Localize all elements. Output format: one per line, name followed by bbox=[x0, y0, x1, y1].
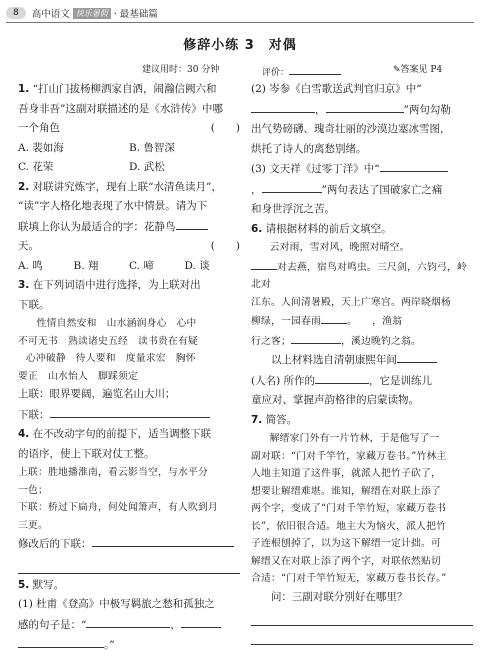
page-number: 8 bbox=[6, 7, 26, 19]
passage-line: 副对联：“门对千竿竹，家藏万卷书。”竹林主 bbox=[251, 450, 447, 462]
q3-stem-line2: 下联。 bbox=[18, 298, 50, 311]
q6-blank[interactable] bbox=[291, 331, 341, 344]
score-blank[interactable] bbox=[289, 62, 341, 75]
series-name: 高中语文 bbox=[31, 9, 70, 20]
passage-line: 长”，依旧很合适。地主大为恼火，派人把竹 bbox=[251, 520, 447, 532]
option-b[interactable]: B. 鲁智深 bbox=[129, 141, 175, 154]
q7-passage bbox=[251, 430, 473, 588]
answer-paren[interactable]: ( ) bbox=[210, 240, 240, 252]
material-line: 行之客； ，溪边晚钓之翁。 bbox=[251, 331, 473, 351]
option-a[interactable]: A. 裴如海 bbox=[18, 141, 64, 154]
q5-stem: 5. 默写。 bbox=[18, 578, 65, 591]
option-d[interactable]: D. 武松 bbox=[129, 161, 165, 173]
q6-blank[interactable] bbox=[321, 311, 347, 324]
answer-paren[interactable]: ( ) bbox=[210, 122, 240, 134]
q1-stem-line3: 一个角色 ( ) bbox=[18, 119, 240, 139]
q5-1-blanks: 感的句子是：“ ， bbox=[18, 615, 240, 636]
q6-stem: 6. 请根据材料的前后文填空。 bbox=[251, 222, 392, 235]
passage-line: 人地主知道了这件事，就派人把竹子砍了， bbox=[251, 468, 441, 479]
q4-answer: 修改后的下联： bbox=[18, 534, 240, 555]
couplet-line: 一色； bbox=[18, 484, 48, 496]
q6-fill-line2: (人名) 所作的 ，它是训练儿 bbox=[251, 371, 473, 392]
passage-line: 解缙家门外有一片竹林，于是他写了一 bbox=[269, 433, 440, 444]
q1-options-row2 bbox=[18, 158, 240, 178]
score-label: 评价： bbox=[262, 62, 341, 78]
option-c[interactable]: C. 花荣 bbox=[18, 161, 54, 173]
q5-2-line3: 出气势磅礴、瑰奇壮丽的沙漠边塞冰雪图， bbox=[251, 123, 451, 135]
page-title: 修辞小练 3 对偶 bbox=[183, 38, 297, 53]
q3-upper-couplet: 上联：眼界要阔，遍览名山大川； bbox=[18, 388, 176, 400]
q6-fill-line3: 童应对、掌握声韵格律的启蒙读物。 bbox=[251, 394, 419, 406]
q2-stem-line4: 天。 ( ) bbox=[18, 237, 240, 257]
q6-book-blank[interactable] bbox=[315, 371, 369, 384]
passage-line: 解缙又在对联上添了两个字，对联依然贴切 bbox=[251, 555, 441, 567]
q6-material bbox=[251, 239, 473, 350]
right-column bbox=[251, 80, 473, 645]
q5-3-line2: ， ”两句表达了国破家亡之痛 bbox=[251, 180, 473, 201]
word-bank-line: 要正 山水怡人 脚踩须定 bbox=[18, 370, 138, 382]
pencil-icon: ✎ bbox=[393, 65, 401, 75]
q5-3-blank-b[interactable] bbox=[262, 180, 322, 193]
q5-2-stem: (2) 岑参《白雪歌送武判官归京》中“ bbox=[251, 83, 422, 95]
couplet-line: 三更。 bbox=[18, 519, 48, 531]
suggested-time: 建议用时：30 分钟 bbox=[142, 65, 220, 75]
option-a[interactable]: A. 鸣 bbox=[18, 259, 43, 272]
series-tag: · 最基础篇 bbox=[113, 9, 158, 20]
q3-stem: 3. 在下列词语中进行选择，为上联对出 bbox=[18, 279, 201, 291]
running-header bbox=[6, 6, 158, 20]
q5-1-blank-b[interactable] bbox=[181, 615, 221, 628]
couplet-line: 上联：胜地播淮南，看云影当空，与水平分 bbox=[18, 467, 208, 478]
material-line: 江东。人间清暑殿，天上广寒宫。两岸晓烟杨 bbox=[251, 296, 451, 308]
q4-stem-line2: 的语序，使上下联对仗工整。 bbox=[18, 447, 155, 460]
q7-stem: 7. 简答。 bbox=[251, 413, 298, 426]
passage-line: 两个字，变成了“门对千竿竹短，家藏万卷书 bbox=[251, 503, 447, 514]
q1-options-row1 bbox=[18, 139, 240, 159]
q4-answer-line[interactable] bbox=[18, 555, 240, 574]
couplet-line: 下联：桥过下扁舟，何处闻箫声，有人吹到月 bbox=[18, 502, 218, 513]
word-bank-line: 心冲破静 待人要和 度量求宏 胸怀 bbox=[25, 353, 196, 364]
q6-fill-line1: 以上材料选自清朝康熙年间 bbox=[251, 350, 473, 371]
q1-stem-line2: 吾身非吾”这副对联描述的是《水浒传》中哪 bbox=[18, 102, 223, 115]
word-bank-line: 不可无书 熟读诸史五经 读书贵在有疑 bbox=[18, 335, 198, 347]
option-b[interactable]: B. 翔 bbox=[73, 259, 99, 272]
q2-stem-line3: 联填上你认为最适合的字：花静鸟 bbox=[18, 217, 240, 238]
q6-blank[interactable] bbox=[251, 257, 277, 270]
q5-3-stem: (3) 文天祥《过零丁洋》中“ bbox=[251, 159, 473, 180]
option-d[interactable]: D. 谈 bbox=[184, 259, 210, 272]
q5-2-line4: 烘托了诗人的离愁别绪。 bbox=[251, 142, 367, 155]
word-bank-line: 性情自然安和 山水涵润身心 心中 bbox=[36, 318, 197, 329]
q4-answer-blank[interactable] bbox=[92, 534, 234, 547]
material-line: 柳绿，一园春雨 。 ，渔翁 bbox=[251, 311, 473, 331]
left-column bbox=[18, 80, 240, 656]
q4-stem: 4. 在不改动字句的前提下，适当调整下联 bbox=[18, 428, 212, 440]
q5-1-stem: (1) 杜甫《登高》中极写羁旅之愁和孤独之 bbox=[18, 598, 215, 610]
q7-question: 问：三副对联分别好在哪里？ bbox=[270, 590, 408, 603]
header-divider bbox=[6, 22, 474, 23]
q4-couplets bbox=[18, 464, 240, 534]
passage-line: 子连根刨掉了，以为这下解缙一定计拙。可 bbox=[251, 538, 441, 549]
q2-options bbox=[18, 257, 240, 277]
answer-ref: ✎答案见 P4 bbox=[393, 65, 443, 75]
material-line: 云对雨，雪对风，晚照对晴空。 bbox=[269, 242, 410, 253]
q2-blank[interactable] bbox=[176, 217, 208, 230]
q5-2-blank-a[interactable] bbox=[251, 100, 315, 113]
q5-2-blanks: ， ”两句勾勒 bbox=[251, 100, 473, 121]
q3-lower-couplet: 下联： bbox=[18, 405, 240, 426]
q3-word-bank bbox=[18, 315, 240, 385]
q7-answer-line[interactable] bbox=[251, 607, 473, 626]
q2-stem: 2. 对联讲究炼字，现有上联“水清鱼读月”， bbox=[18, 180, 222, 193]
q5-1-blank-a[interactable] bbox=[86, 615, 170, 628]
q2-stem-line2: “读”字人格化地表现了水中情景。请为下 bbox=[18, 200, 208, 212]
q5-3-blank-a[interactable] bbox=[380, 159, 448, 172]
brand-logo: 快乐暑假 bbox=[73, 8, 111, 19]
passage-line: 想要让解缙难堪。谁知，解缙在对联上添了 bbox=[251, 485, 441, 497]
q5-2-blank-b[interactable] bbox=[326, 100, 404, 113]
material-line: 对去燕，宿鸟对鸣虫。三尺剑，六钧弓，岭北对 bbox=[251, 257, 473, 294]
q6-author-blank[interactable] bbox=[397, 350, 437, 363]
passage-line: 合适：“门对千竿竹短无，家藏万卷书长存。” bbox=[251, 573, 447, 584]
q5-3-line3: 和身世浮沉之苦。 bbox=[251, 203, 335, 215]
q7-answer-line[interactable] bbox=[251, 626, 473, 645]
q5-1-blank-c[interactable] bbox=[18, 635, 104, 648]
q5-1-end: 。” bbox=[18, 635, 240, 656]
q1-stem: 1. “打山门拔杨柳洒家自洒，闹瀚信阙六和 bbox=[18, 83, 217, 95]
option-c[interactable]: C. 啼 bbox=[129, 259, 154, 272]
q3-answer-blank[interactable] bbox=[50, 405, 210, 418]
